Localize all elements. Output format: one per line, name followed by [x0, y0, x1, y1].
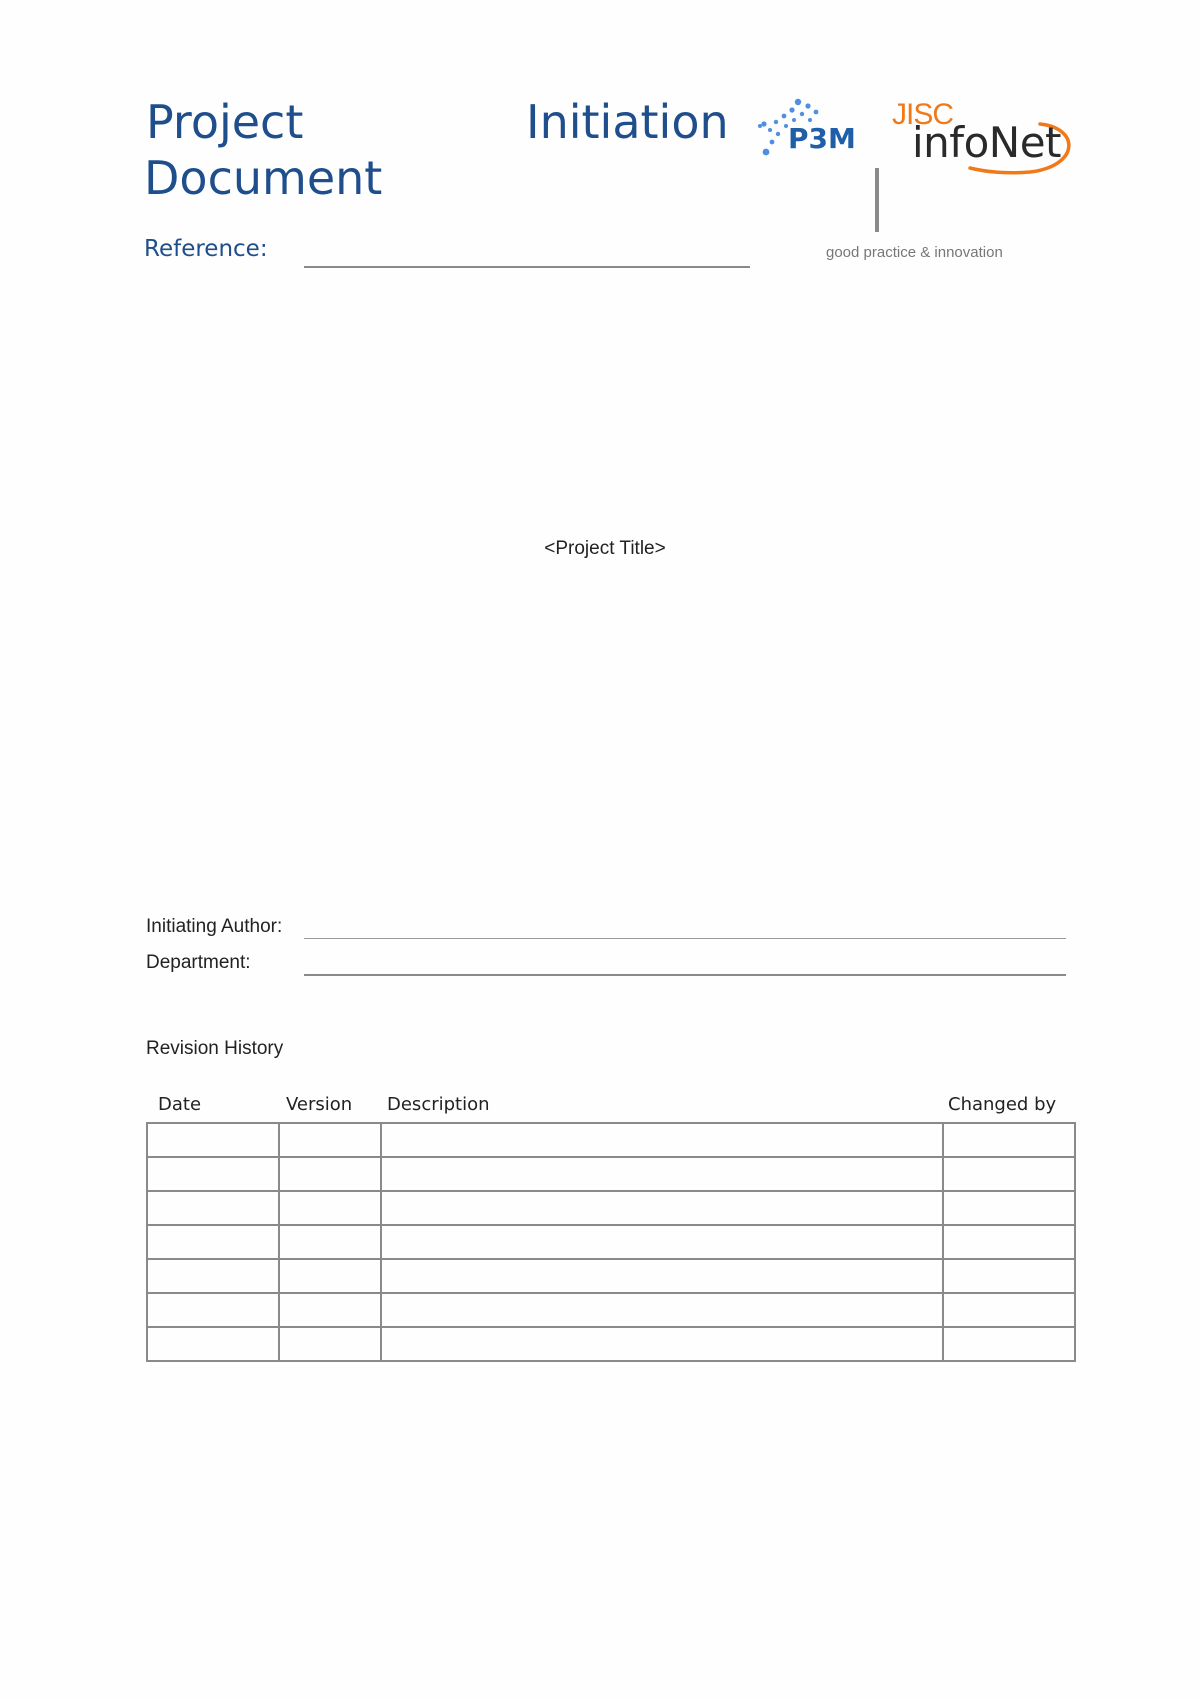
table-cell-date[interactable] — [147, 1191, 279, 1225]
initiating-author-label: Initiating Author: — [146, 916, 283, 937]
table-row — [147, 1225, 1075, 1259]
table-cell-description[interactable] — [381, 1259, 943, 1293]
title-word-document: Document — [144, 151, 383, 205]
table-cell-changed-by[interactable] — [943, 1157, 1075, 1191]
table-row — [147, 1293, 1075, 1327]
column-header-date: Date — [158, 1094, 202, 1115]
p3m-text: P3M — [788, 122, 856, 155]
project-title: <Project Title> — [544, 538, 666, 559]
table-cell-version[interactable] — [279, 1157, 381, 1191]
jisc-infonet-logo — [890, 98, 1090, 188]
department-field[interactable] — [304, 974, 1066, 976]
table-cell-version[interactable] — [279, 1293, 381, 1327]
initiating-author-field[interactable] — [304, 938, 1066, 939]
table-cell-date[interactable] — [147, 1293, 279, 1327]
table-cell-changed-by[interactable] — [943, 1259, 1075, 1293]
jisc-text: JISC — [892, 98, 954, 131]
table-cell-version[interactable] — [279, 1327, 381, 1361]
table-cell-date[interactable] — [147, 1157, 279, 1191]
table-cell-date[interactable] — [147, 1123, 279, 1157]
logo-divider — [875, 168, 879, 232]
title-word-initiation: Initiation — [526, 95, 729, 149]
reference-field[interactable] — [304, 266, 750, 268]
revision-history-heading: Revision History — [146, 1038, 284, 1059]
table-row — [147, 1259, 1075, 1293]
table-cell-date[interactable] — [147, 1327, 279, 1361]
table-cell-changed-by[interactable] — [943, 1123, 1075, 1157]
table-cell-description[interactable] — [381, 1191, 943, 1225]
infonet-text: infoNet — [912, 118, 1061, 167]
table-cell-version[interactable] — [279, 1225, 381, 1259]
table-cell-description[interactable] — [381, 1293, 943, 1327]
table-cell-description[interactable] — [381, 1327, 943, 1361]
column-header-version: Version — [286, 1094, 353, 1115]
logo-tagline: good practice & innovation — [826, 244, 1003, 261]
table-cell-description[interactable] — [381, 1157, 943, 1191]
table-cell-description[interactable] — [381, 1123, 943, 1157]
table-row — [147, 1191, 1075, 1225]
column-header-description: Description — [387, 1094, 490, 1115]
table-cell-date[interactable] — [147, 1225, 279, 1259]
table-row — [147, 1157, 1075, 1191]
p3m-logo — [756, 96, 864, 166]
table-cell-version[interactable] — [279, 1123, 381, 1157]
table-cell-changed-by[interactable] — [943, 1293, 1075, 1327]
reference-label: Reference: — [144, 236, 268, 262]
department-label: Department: — [146, 952, 251, 973]
table-cell-changed-by[interactable] — [943, 1191, 1075, 1225]
table-cell-description[interactable] — [381, 1225, 943, 1259]
table-cell-version[interactable] — [279, 1259, 381, 1293]
revision-history-table — [146, 1122, 1076, 1362]
table-cell-date[interactable] — [147, 1259, 279, 1293]
table-row — [147, 1123, 1075, 1157]
table-cell-version[interactable] — [279, 1191, 381, 1225]
table-row — [147, 1327, 1075, 1361]
table-cell-changed-by[interactable] — [943, 1225, 1075, 1259]
table-cell-changed-by[interactable] — [943, 1327, 1075, 1361]
column-header-changed-by: Changed by — [948, 1094, 1057, 1115]
title-word-project: Project — [146, 95, 304, 149]
